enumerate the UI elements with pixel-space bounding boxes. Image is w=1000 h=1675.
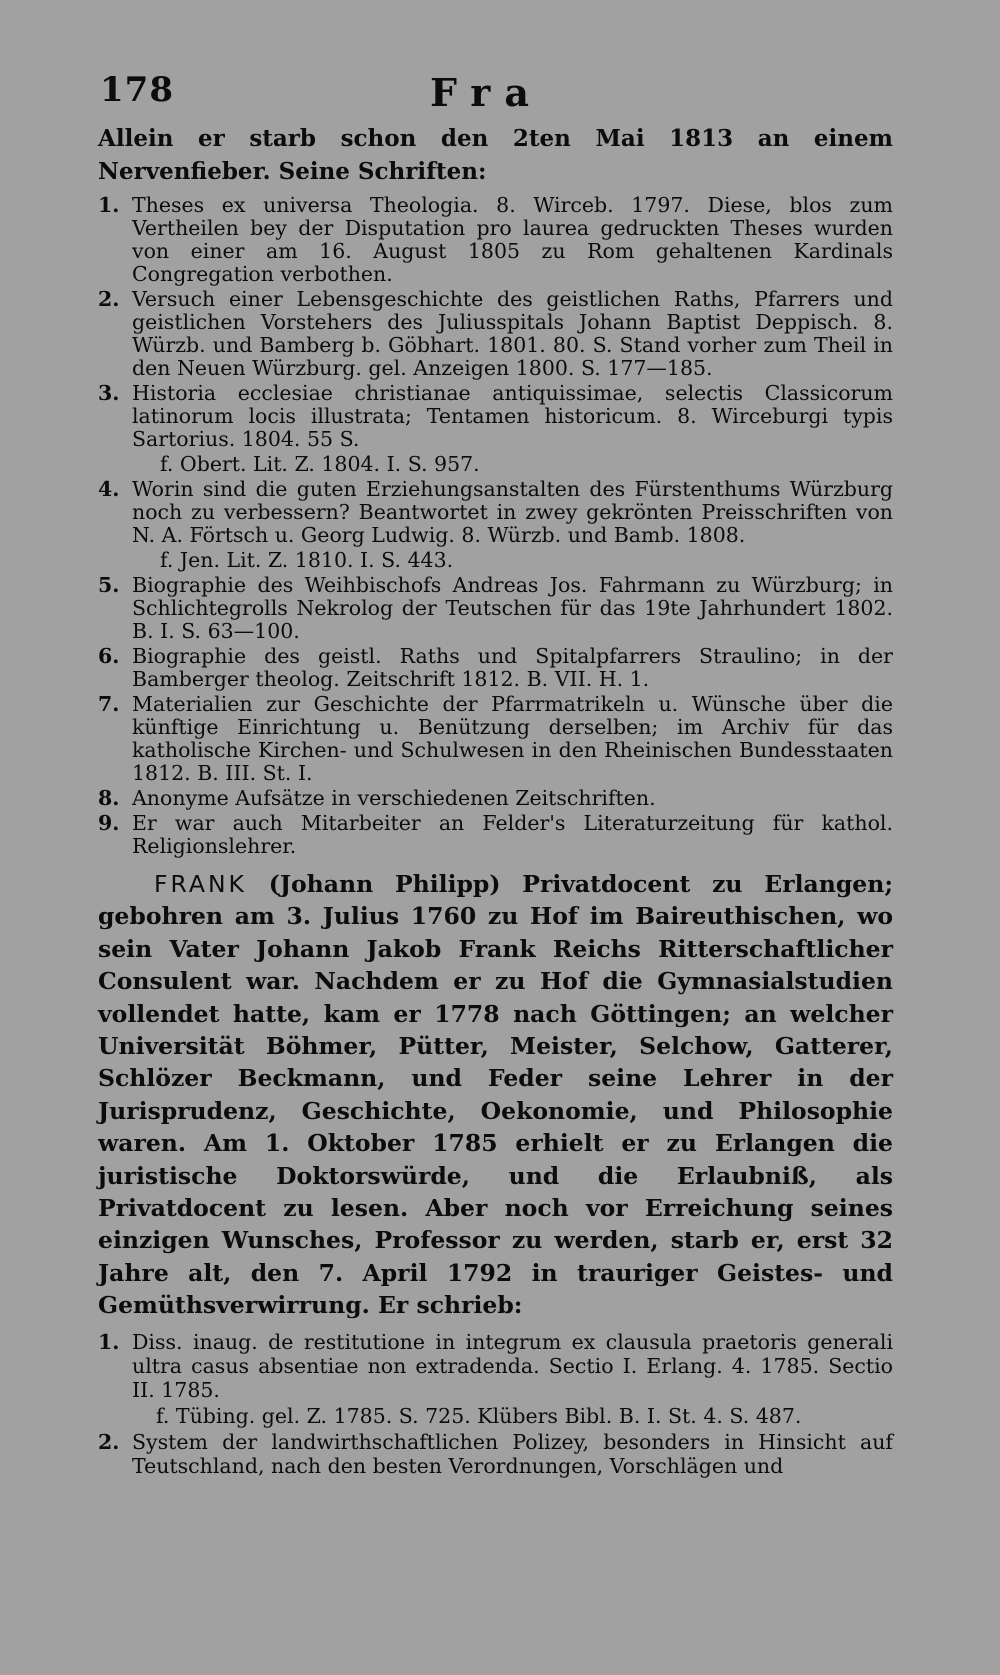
- entry-headword: FRANK: [154, 870, 247, 898]
- item-number: 4.: [98, 477, 120, 501]
- works-list-2: [98, 1330, 893, 1478]
- item-number: 1.: [98, 193, 120, 217]
- item-number: 2.: [98, 1429, 120, 1454]
- intro-paragraph: Allein er starb schon den 2ten Mai 1813 an einem Nervenfieber. Seine Schriften:: [98, 125, 893, 185]
- list-item: [98, 194, 893, 286]
- review-reference: f. Jen. Lit. Z. 1810. I. S. 443.: [160, 548, 454, 572]
- item-number: 7.: [98, 692, 120, 716]
- list-item: [98, 478, 893, 547]
- page-number: 178: [100, 70, 174, 110]
- page-header: [100, 70, 900, 120]
- list-item: [98, 1430, 893, 1478]
- biography-entry: [98, 868, 893, 1322]
- item-number: 3.: [98, 381, 120, 405]
- list-item: [98, 574, 893, 643]
- item-number: 1.: [98, 1329, 120, 1354]
- review-reference: f. Tübing. gel. Z. 1785. S. 725. Klübers Bibl. B. I. St. 4. S. 487.: [156, 1403, 802, 1428]
- entry-text: (Johann Philipp) Privatdocent zu Erlangen; gebohren am 3. Julius 1760 zu Hof im Baireuthischen, wo sein Vater Johann Jakob Frank Reichs Ritterschaftlicher Consulent war. Nachdem er zu Hof die Gymnasialstudien vollendet hatte, kam er 1778 nach Göttingen; an welcher Universität Böhmer, Pütter, Meister, Selchow, Gatterer, Schlözer Beckmann, und Feder seine Lehrer in der Jurisprudenz, Geschichte, Oekonomie, und Philosophie waren. Am 1. Oktober 1785 erhielt er zu Erlangen die juristische Doktorswürde, und die Erlaubniß, als Privatdocent zu lesen. Aber noch vor Erreichung seines einzigen Wunsches, Professor zu werden, starb er, erst 32 Jahre alt, den 7. April 1792 in trauriger Geistes- und Gemüthsverwirrung. Er schrieb:: [98, 870, 893, 1320]
- item-text: Biographie des Weihbischofs Andreas Jos. Fahrmann zu Würzburg; in Schlichtegrolls Nekrolog der Teutschen für das 19te Jahrhundert 1802. B. I. S. 63—100.: [132, 573, 893, 643]
- works-list-1: [98, 194, 893, 858]
- item-number: 6.: [98, 644, 120, 668]
- list-item: [98, 787, 893, 810]
- list-item: [98, 693, 893, 785]
- item-text: Historia ecclesiae christianae antiquissimae, selectis Classicorum latinorum locis illustrata; Tentamen historicum. 8. Wirceburgi typis Sartorius. 1804. 55 S.: [132, 381, 893, 451]
- item-text: Biographie des geistl. Raths und Spitalpfarrers Straulino; in der Bamberger theolog. Zeitschrift 1812. B. VII. H. 1.: [132, 644, 893, 691]
- list-item: [98, 382, 893, 451]
- list-item: [98, 812, 893, 858]
- item-number: 5.: [98, 573, 120, 597]
- item-text: Diss. inaug. de restitutione in integrum ex clausula praetoris generali ultra casus absentiae non extradenda. Sectio I. Erlang. 4. 1785. Sectio II. 1785.: [132, 1329, 893, 1402]
- list-item: [98, 288, 893, 380]
- page-body: [98, 122, 893, 1480]
- item-text: Er war auch Mitarbeiter an Felder's Literaturzeitung für kathol. Religionslehrer.: [132, 811, 893, 858]
- review-reference: f. Obert. Lit. Z. 1804. I. S. 957.: [160, 452, 480, 476]
- list-item: [98, 645, 893, 691]
- list-item: [98, 1330, 893, 1402]
- item-text: Anonyme Aufsätze in verschiedenen Zeitschriften.: [132, 786, 656, 810]
- running-head: Fra: [430, 70, 543, 115]
- item-number: 2.: [98, 287, 120, 311]
- item-text: System der landwirthschaftlichen Polizey, besonders in Hinsicht auf Teutschland, nach den besten Verordnungen, Vorschlägen und: [132, 1429, 893, 1478]
- item-number: 8.: [98, 786, 120, 810]
- item-text: Materialien zur Geschichte der Pfarrmatrikeln u. Wünsche über die künftige Einrichtung u. Benützung derselben; im Archiv für das katholische Kirchen- und Schulwesen in den Rheinischen Bundesstaaten 1812. B. III. St. I.: [132, 692, 893, 785]
- item-text: Worin sind die guten Erziehungsanstalten des Fürstenthums Würzburg noch zu verbessern? Beantwortet in zwey gekrönten Preisschriften von N. A. Förtsch u. Georg Ludwig. 8. Würzb. und Bamb. 1808.: [132, 477, 893, 547]
- item-text: Versuch einer Lebensgeschichte des geistlichen Raths, Pfarrers und geistlichen Vorstehers des Juliusspitals Johann Baptist Deppisch. 8. Würzb. und Bamberg b. Göbhart. 1801. 80. S. Stand vorher zum Theil in den Neuen Würzburg. gel. Anzeigen 1800. S. 177—185.: [132, 287, 893, 380]
- item-number: 9.: [98, 811, 120, 835]
- item-text: Theses ex universa Theologia. 8. Wirceb. 1797. Diese, blos zum Vertheilen bey der Disputation pro laurea gedruckten Theses wurden von einer am 16. August 1805 zu Rom gehaltenen Kardinals Congregation verbothen.: [132, 193, 893, 286]
